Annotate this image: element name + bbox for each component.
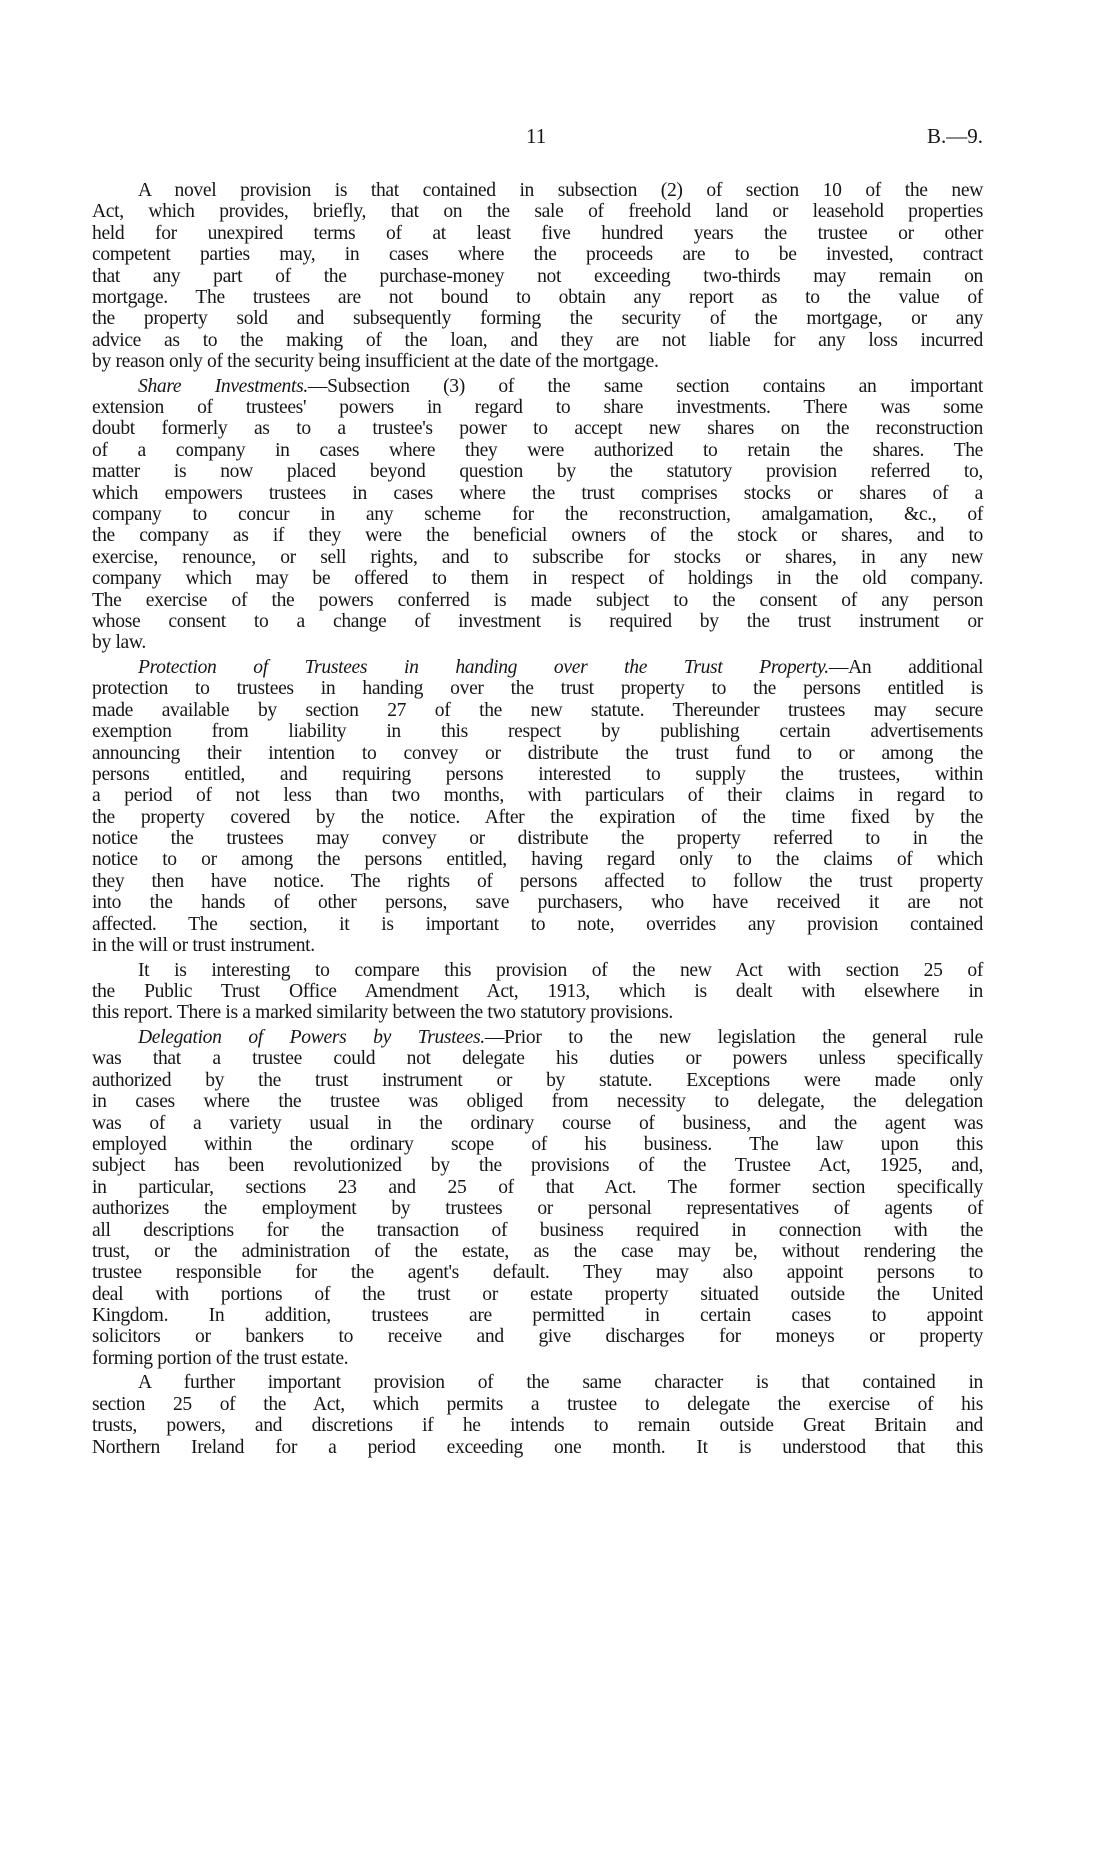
text-line-content xyxy=(92,1415,983,1436)
text-line xyxy=(92,914,983,935)
text-line-content xyxy=(92,1198,983,1219)
text-line xyxy=(92,266,983,287)
text-line-content xyxy=(92,849,983,870)
line-text: authorizes the employment by trustees or personal representatives of agents of xyxy=(92,1198,983,1220)
line-text: the property sold and subsequently forming the security of the mortgage, or any xyxy=(92,308,983,330)
text-line-content xyxy=(138,657,983,678)
text-line xyxy=(92,828,983,849)
text-line-content xyxy=(92,1113,983,1134)
text-line xyxy=(92,632,983,653)
line-text: the company as if they were the beneficial owners of the stock or shares, and to xyxy=(92,525,983,547)
text-line xyxy=(92,1415,983,1436)
text-line xyxy=(92,461,983,482)
line-text: solicitors or bankers to receive and give discharges for moneys or property xyxy=(92,1326,983,1348)
line-text: subject has been revolutionized by the provisions of the Trustee Act, 1925, and, xyxy=(92,1155,983,1177)
line-text: exemption from liability in this respect by publishing certain advertisements xyxy=(92,721,983,743)
text-line-content xyxy=(92,1326,983,1347)
text-line xyxy=(92,1070,983,1091)
text-line-content xyxy=(92,590,983,611)
text-line xyxy=(92,1241,983,1262)
text-line-content xyxy=(92,611,983,632)
text-line-content xyxy=(92,244,983,265)
line-text: A further important provision of the same character is that contained in xyxy=(138,1372,983,1394)
line-text: by law. xyxy=(92,632,146,654)
text-line-content xyxy=(92,1002,983,1023)
section-heading: Protection of Trustees in handing over the Trust Property. xyxy=(138,656,829,678)
line-text: notice the trustees may convey or distribute the property referred to in the xyxy=(92,828,983,850)
text-line-content xyxy=(92,525,983,546)
line-text: in the will or trust instrument. xyxy=(92,935,315,957)
text-line xyxy=(92,785,983,806)
text-line xyxy=(92,700,983,721)
line-text: Act, which provides, briefly, that on the sale of freehold land or leasehold properties xyxy=(92,201,983,223)
text-line xyxy=(92,1305,983,1326)
section-paragraph xyxy=(92,376,983,654)
line-text: mortgage. The trustees are not bound to obtain any report as to the value of xyxy=(92,286,983,308)
line-text: competent parties may, in cases where the proceeds are to be invested, contract xyxy=(92,244,983,266)
line-text: this report. There is a marked similarity between the two statutory provisions. xyxy=(92,1002,673,1024)
text-line-content xyxy=(92,1177,983,1198)
text-line-content xyxy=(92,287,983,308)
line-text: the Public Trust Office Amendment Act, 1913, which is dealt with elsewhere in xyxy=(92,981,983,1003)
text-line-content xyxy=(92,461,983,482)
text-line-content xyxy=(92,1220,983,1241)
text-line-content xyxy=(92,981,983,1002)
text-line-content xyxy=(92,764,983,785)
line-text: trustee responsible for the agent's default. They may also appoint persons to xyxy=(92,1262,983,1284)
text-line-content xyxy=(92,785,983,806)
text-line xyxy=(92,849,983,870)
text-line xyxy=(92,308,983,329)
line-text: —Subsection (3) of the same section contains an important xyxy=(307,375,983,397)
text-line xyxy=(92,1091,983,1112)
line-text: they then have notice. The rights of persons affected to follow the trust property xyxy=(92,870,983,892)
line-text: advice as to the making of the loan, and they are not liable for any loss incurred xyxy=(92,329,983,351)
line-text: in particular, sections 23 and 25 of that Act. The former section specifically xyxy=(92,1176,983,1198)
text-line-content xyxy=(92,1048,983,1069)
page-number: 11 xyxy=(526,124,547,148)
text-line-content xyxy=(92,1262,983,1283)
text-line xyxy=(92,981,983,1002)
text-line xyxy=(92,1027,983,1048)
section-heading: Delegation of Powers by Trustees. xyxy=(138,1026,485,1048)
line-text: was of a variety usual in the ordinary course of business, and the agent was xyxy=(92,1112,983,1134)
text-line xyxy=(92,1326,983,1347)
text-line xyxy=(92,1134,983,1155)
text-line xyxy=(92,568,983,589)
text-line-content xyxy=(92,1134,983,1155)
line-text: company which may be offered to them in respect of holdings in the old company. xyxy=(92,568,983,590)
text-line xyxy=(92,504,983,525)
line-text: The exercise of the powers conferred is made subject to the consent of any person xyxy=(92,589,983,611)
document-body xyxy=(92,180,983,1461)
text-line xyxy=(92,376,983,397)
line-text: forming portion of the trust estate. xyxy=(92,1347,349,1369)
line-text: trust, or the administration of the estate, as the case may be, without rendering the xyxy=(92,1240,983,1262)
text-line-content xyxy=(92,1394,983,1415)
text-line-content xyxy=(92,483,983,504)
line-text: all descriptions for the transaction of business required in connection with the xyxy=(92,1219,983,1241)
line-text: announcing their intention to convey or distribute the trust fund to or among the xyxy=(92,742,983,764)
text-line-content xyxy=(92,201,983,222)
text-line-content xyxy=(92,1070,983,1091)
line-text: trusts, powers, and discretions if he intends to remain outside Great Britain and xyxy=(92,1415,983,1437)
text-line xyxy=(92,244,983,265)
text-line-content xyxy=(92,1284,983,1305)
text-line xyxy=(92,935,983,956)
document-reference: B.—9. xyxy=(926,124,983,148)
section-heading: Share Investments. xyxy=(138,375,308,397)
line-text: that any part of the purchase-money not exceeding two-thirds may remain on xyxy=(92,265,983,287)
text-line xyxy=(92,201,983,222)
line-text: employed within the ordinary scope of his business. The law upon this xyxy=(92,1133,983,1155)
line-text: affected. The section, it is important to note, overrides any provision contained xyxy=(92,913,983,935)
text-line xyxy=(92,657,983,678)
text-line xyxy=(92,892,983,913)
line-text: by reason only of the security being insufficient at the date of the mortgage. xyxy=(92,351,659,373)
text-line xyxy=(92,743,983,764)
line-text: made available by section 27 of the new statute. Thereunder trustees may secure xyxy=(92,699,983,721)
text-line-content xyxy=(92,721,983,742)
section-paragraph xyxy=(92,657,983,956)
text-line-content xyxy=(138,180,983,201)
text-line-content xyxy=(92,871,983,892)
text-line-content xyxy=(92,1091,983,1112)
line-text: extension of trustees' powers in regard to share investments. There was some xyxy=(92,397,983,419)
text-line xyxy=(92,1284,983,1305)
line-text: authorized by the trust instrument or by statute. Exceptions were made only xyxy=(92,1069,983,1091)
text-line xyxy=(92,483,983,504)
text-line-content xyxy=(92,1305,983,1326)
text-line xyxy=(92,1437,983,1458)
text-line xyxy=(92,1394,983,1415)
text-line xyxy=(92,1002,983,1023)
text-line xyxy=(92,1048,983,1069)
line-text: section 25 of the Act, which permits a trustee to delegate the exercise of his xyxy=(92,1393,983,1415)
line-text: matter is now placed beyond question by the statutory provision referred to, xyxy=(92,461,983,483)
text-line-content xyxy=(92,678,983,699)
line-text: company to concur in any scheme for the reconstruction, amalgamation, &c., of xyxy=(92,504,983,526)
text-line xyxy=(92,330,983,351)
line-text: which empowers trustees in cases where the trust comprises stocks or shares of a xyxy=(92,482,983,504)
text-line xyxy=(92,397,983,418)
line-text: notice to or among the persons entitled, having regard only to the claims of which xyxy=(92,849,983,871)
text-line xyxy=(92,287,983,308)
text-line-content xyxy=(92,440,983,461)
text-line xyxy=(92,525,983,546)
text-line-content xyxy=(138,1372,983,1393)
text-line-content xyxy=(92,397,983,418)
text-line-content xyxy=(92,223,983,244)
line-text: of a company in cases where they were authorized to retain the shares. The xyxy=(92,439,983,461)
line-text: the property covered by the notice. After the expiration of the time fixed by the xyxy=(92,806,983,828)
text-line-content xyxy=(92,1155,983,1176)
text-line xyxy=(92,1220,983,1241)
text-line-content xyxy=(92,351,983,372)
text-line-content xyxy=(92,308,983,329)
text-line-content xyxy=(92,892,983,913)
text-line-content xyxy=(138,1027,983,1048)
line-text: —Prior to the new legislation the general rule xyxy=(484,1026,983,1048)
text-line xyxy=(92,721,983,742)
text-line xyxy=(92,180,983,201)
text-line xyxy=(92,1113,983,1134)
paragraph xyxy=(92,180,983,373)
text-line-content xyxy=(138,960,983,981)
text-line-content xyxy=(92,1437,983,1458)
line-text: It is interesting to compare this provision of the new Act with section 25 of xyxy=(138,959,983,981)
section-paragraph xyxy=(92,1027,983,1369)
text-line-content xyxy=(92,1241,983,1262)
line-text: exercise, renounce, or sell rights, and to subscribe for stocks or shares, in any new xyxy=(92,546,983,568)
text-line-content xyxy=(92,504,983,525)
text-line xyxy=(92,1198,983,1219)
text-line-content xyxy=(92,828,983,849)
text-line xyxy=(92,1348,983,1369)
line-text: in cases where the trustee was obliged from necessity to delegate, the delegation xyxy=(92,1091,983,1113)
text-line xyxy=(92,1262,983,1283)
line-text: doubt formerly as to a trustee's power to accept new shares on the reconstruction xyxy=(92,418,983,440)
line-text: A novel provision is that contained in subsection (2) of section 10 of the new xyxy=(138,180,983,201)
paragraph xyxy=(92,1372,983,1458)
text-line xyxy=(92,351,983,372)
text-line xyxy=(92,547,983,568)
text-line-content xyxy=(92,418,983,439)
text-line-content xyxy=(92,632,983,653)
text-line xyxy=(92,440,983,461)
text-line xyxy=(92,871,983,892)
text-line xyxy=(92,807,983,828)
text-line xyxy=(92,678,983,699)
text-line-content xyxy=(92,266,983,287)
text-line xyxy=(92,418,983,439)
text-line-content xyxy=(92,935,983,956)
line-text: into the hands of other persons, save purchasers, who have received it are not xyxy=(92,892,983,914)
text-line-content xyxy=(92,807,983,828)
paragraph xyxy=(92,960,983,1024)
text-line-content xyxy=(92,700,983,721)
text-line xyxy=(92,960,983,981)
line-text: whose consent to a change of investment is required by the trust instrument or xyxy=(92,611,983,632)
line-text: protection to trustees in handing over the trust property to the persons entitled is xyxy=(92,678,983,700)
line-text: deal with portions of the trust or estate property situated outside the United xyxy=(92,1283,983,1305)
text-line xyxy=(92,1177,983,1198)
line-text: Kingdom. In addition, trustees are permitted in certain cases to appoint xyxy=(92,1305,983,1327)
line-text: persons entitled, and requiring persons interested to supply the trustees, within xyxy=(92,763,983,785)
text-line-content xyxy=(138,376,983,397)
page-header xyxy=(0,124,1114,154)
text-line-content xyxy=(92,914,983,935)
text-line-content xyxy=(92,1348,983,1369)
text-line xyxy=(92,1155,983,1176)
line-text: —An additional xyxy=(828,656,983,678)
line-text: Northern Ireland for a period exceeding one month. It is understood that this xyxy=(92,1436,983,1458)
text-line-content xyxy=(92,743,983,764)
line-text: held for unexpired terms of at least five hundred years the trustee or other xyxy=(92,222,983,244)
line-text: was that a trustee could not delegate his duties or powers unless specifically xyxy=(92,1048,983,1070)
text-line xyxy=(92,590,983,611)
text-line xyxy=(92,764,983,785)
text-line-content xyxy=(92,568,983,589)
text-line-content xyxy=(92,330,983,351)
text-line xyxy=(92,223,983,244)
text-line-content xyxy=(92,547,983,568)
line-text: a period of not less than two months, with particulars of their claims in regard to xyxy=(92,785,983,807)
text-line xyxy=(92,1372,983,1393)
text-line xyxy=(92,611,983,632)
